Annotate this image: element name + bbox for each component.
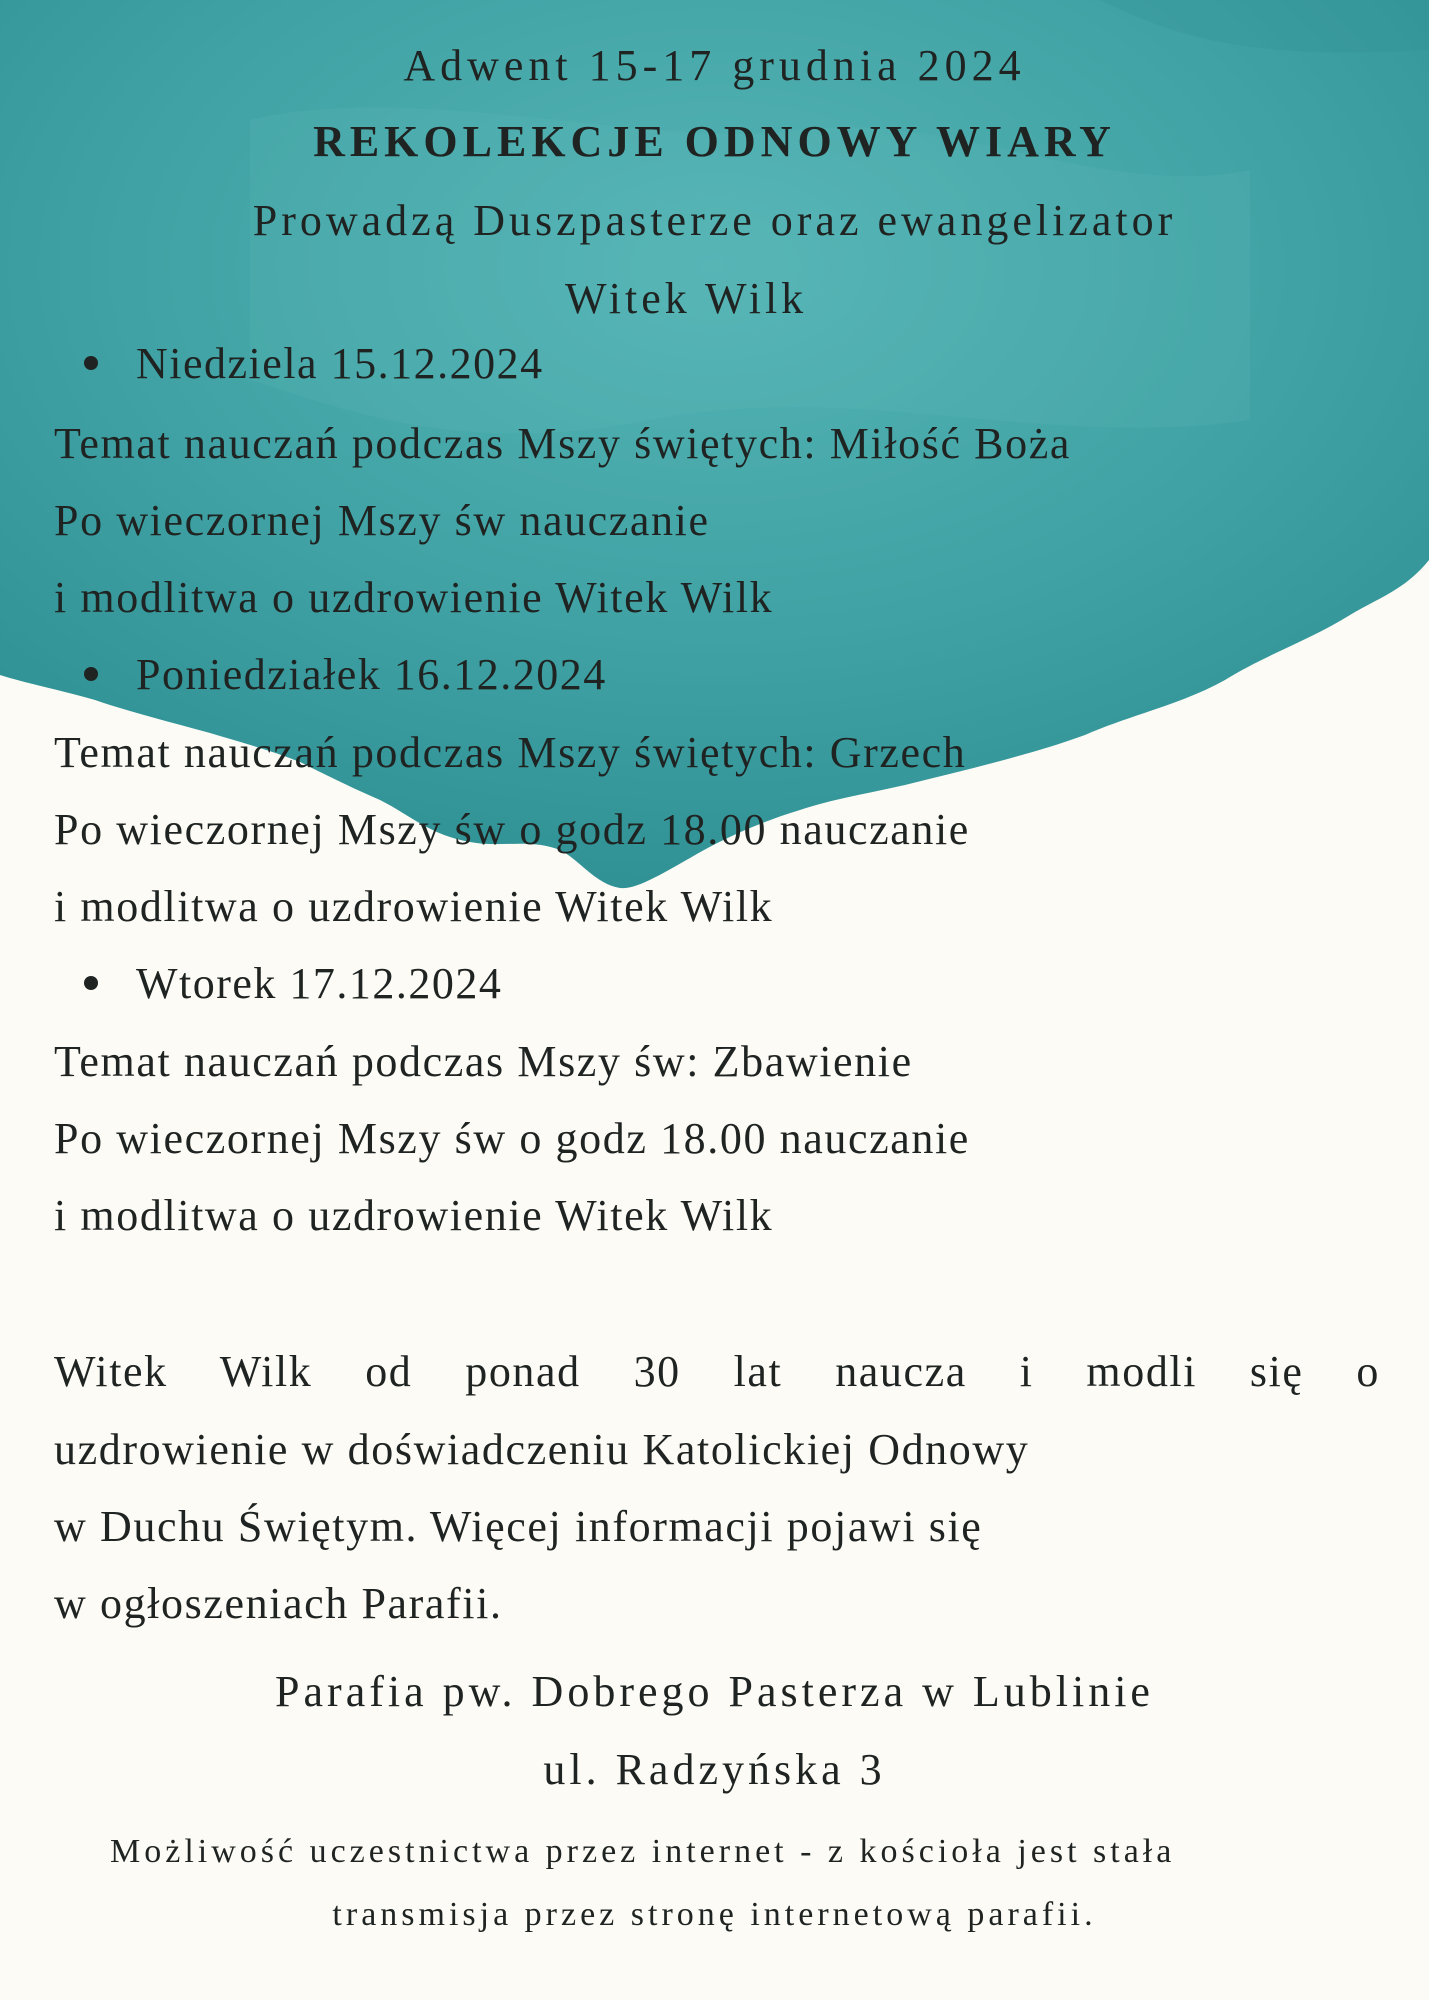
bio-text: w Duchu Świętym. Więcej informacji pojawi się [54, 1502, 983, 1551]
schedule-prayer: i modlitwa o uzdrowienie Witek Wilk [54, 882, 774, 931]
schedule-evening: Po wieczornej Mszy św nauczanie [54, 496, 710, 545]
bullet-icon [84, 667, 98, 681]
schedule-day: Niedziela 15.12.2024 [136, 339, 544, 388]
schedule-topic: Temat nauczań podczas Mszy św: Zbawienie [54, 1037, 913, 1086]
schedule-evening: Po wieczornej Mszy św o godz 18.00 nauczanie [54, 805, 970, 854]
schedule-day: Poniedziałek 16.12.2024 [136, 650, 607, 699]
subtitle: Prowadzą Duszpasterze oraz ewangelizator [252, 196, 1177, 245]
bio-text: uzdrowienie w doświadczeniu Katolickiej Odnowy [54, 1425, 1030, 1474]
bio-text: w ogłoszeniach Parafii. [54, 1579, 503, 1628]
speaker-name: Witek Wilk [565, 274, 808, 323]
schedule-topic: Temat nauczań podczas Mszy świętych: Grzech [54, 728, 967, 777]
bio-text: Witek Wilk od ponad 30 lat naucza i modli się o [54, 1347, 1380, 1396]
schedule-topic: Temat nauczań podczas Mszy świętych: Miłość Boża [54, 419, 1071, 468]
parish-address: ul. Radzyńska 3 [543, 1745, 886, 1794]
parish-name: Parafia pw. Dobrego Pasterza w Lublinie [275, 1667, 1154, 1716]
event-date: Adwent 15-17 grudnia 2024 [403, 41, 1026, 90]
schedule-prayer: i modlitwa o uzdrowienie Witek Wilk [54, 1191, 774, 1240]
page-title: REKOLEKCJE ODNOWY WIARY [313, 117, 1116, 166]
footnote-text: transmisja przez stronę internetową parafii. [332, 1896, 1097, 1933]
schedule-prayer: i modlitwa o uzdrowienie Witek Wilk [54, 573, 774, 622]
bullet-icon [84, 976, 98, 990]
footnote-text: Możliwość uczestnictwa przez internet - z kościoła jest stała [110, 1833, 1176, 1870]
schedule-day: Wtorek 17.12.2024 [136, 959, 503, 1008]
bullet-icon [84, 356, 98, 370]
schedule-evening: Po wieczornej Mszy św o godz 18.00 nauczanie [54, 1114, 970, 1163]
